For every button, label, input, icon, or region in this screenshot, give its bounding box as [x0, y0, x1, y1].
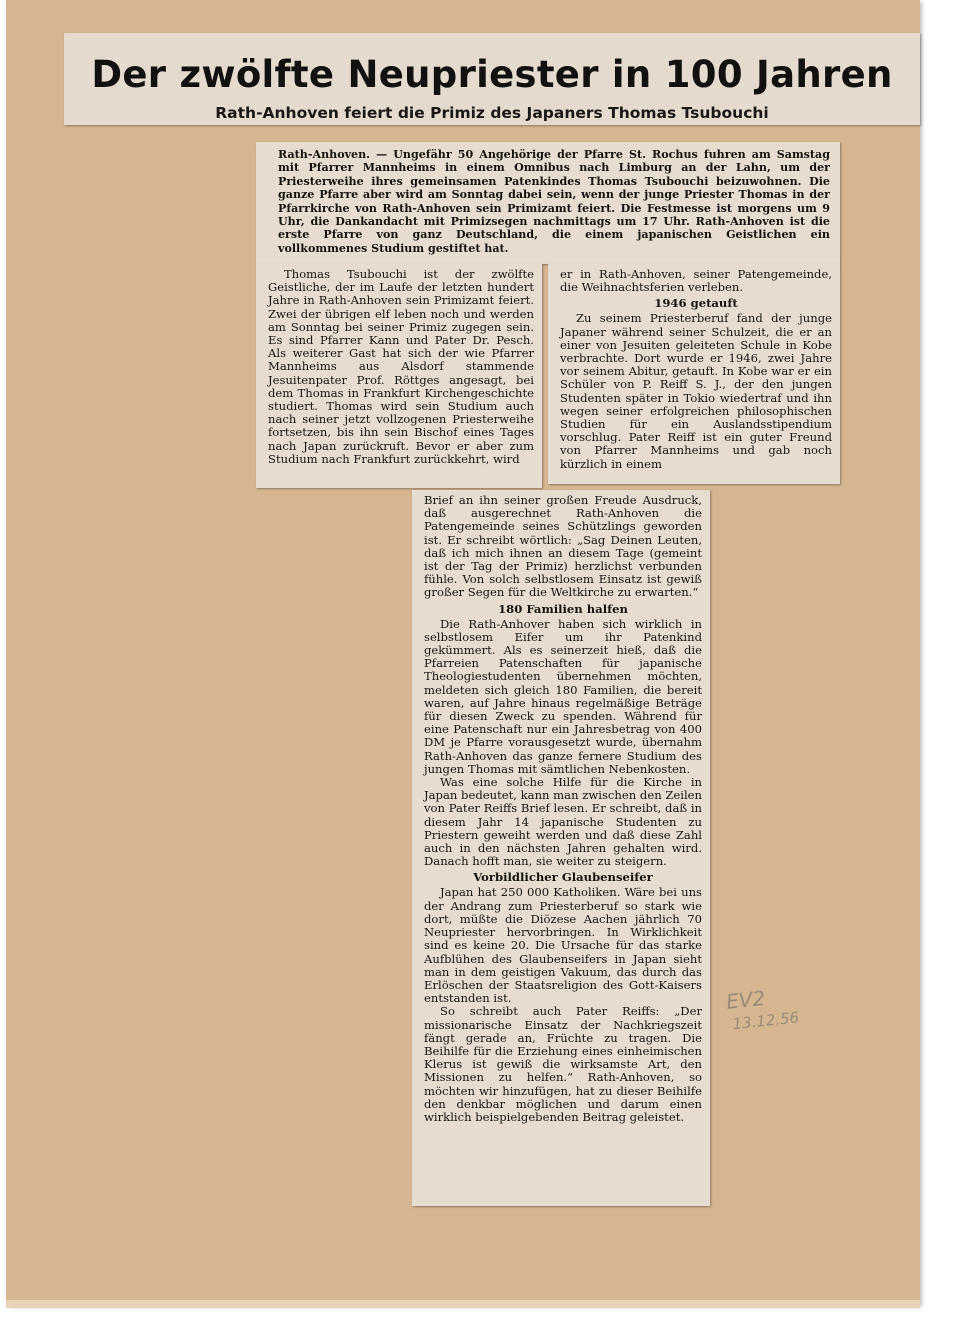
- bottom-column-paragraph-3: Was eine solche Hilfe für die Kirche in Japan bedeutet, kann man zwischen den Zeilen von Pater Reiffs Brief lesen. Er schreibt, daß in diesem Jahr 14 japanische Studenten zu Priestern geweiht werden und daß diese Zahl auch in den nächsten Jahren gehalten wird. Danach hofft man, sie weiter zu steigern.: [424, 775, 703, 869]
- pencil-annotation: [725, 978, 841, 1053]
- headline-clipping: [64, 33, 920, 125]
- left-column-paragraph: Thomas Tsubouchi ist der zwölfte Geistliche, der im Laufe der letzten hundert Jahre in Rath-Anhoven sein Primizamt feiert. Zwei der übrigen elf leben noch und werden am Sonntag bei seiner Primiz zugegen sein. Es sind Pfarrer Kann und Pater Dr. Pesch. Als weiterer Gast hat sich der wie Pfarrer Mannheims aus Alsdorf stammende Jesuitenpater Prof. Röttges angesagt, bei dem Thomas in Frankfurt Kirchengeschichte studiert. Thomas wird sein Studium auch nach seiner jetzt vollzogenen Priesterweihe fortsetzen, bis ihn sein Bischof eines Tages nach Japan zurückruft. Bevor er aber zum Studium nach Frankfurt zurückkehrt, wird: [268, 267, 534, 466]
- pencil-annotation-date: 13.12.56: [731, 1008, 800, 1034]
- sheet-edge: [6, 1300, 920, 1308]
- lead-paragraph: Rath-Anhoven. — Ungefähr 50 Angehörige der Pfarre St. Rochus fuhren am Samstag mit Pfarrer Mannheims in einem Omnibus nach Limburg an der Lahn, um der Priesterweihe ihres gemeinsamen Patenkindes Thomas Tsubouchi beizuwohnen. Die ganze Pfarre aber wird am Sonntag dabei sein, wenn der junge Priester Thomas in der Pfarrkirche von Rath-Anhoven sein Primizamt feiert. Die Festmesse ist morgens um 9 Uhr, die Dankandacht mit Primizsegen nachmittags um 17 Uhr. Rath-Anhoven ist die erste Pfarre von ganz Deutschland, die einem japanischen Geistlichen ein vollkommenes Studium gestiftet hat.: [278, 148, 830, 255]
- lead-clipping: [256, 142, 840, 264]
- right-column: [548, 264, 840, 471]
- right-column-clipping: [548, 264, 840, 484]
- subheadline: Rath-Anhoven feiert die Primiz des Japaners Thomas Tsubouchi: [215, 104, 769, 122]
- left-column-clipping: [256, 264, 542, 488]
- section-heading-families: 180 Familien halfen: [498, 601, 628, 616]
- left-column: [256, 264, 542, 466]
- section-heading-1946: 1946 getauft: [654, 296, 738, 311]
- right-column-paragraph-1: er in Rath-Anhoven, seiner Patengemeinde, die Weihnachtsferien verleben.: [560, 267, 832, 295]
- bottom-column-paragraph-5: So schreibt auch Pater Reiffs: „Der missionarische Einsatz der Nachkriegszeit fängt gerade an, Früchte zu tragen. Die Beihilfe für die Erziehung eines einheimischen Klerus ist gewiß die wirksamste Art, den Missionen zu helfen.“ Rath-Anhoven, so möchten wir hinzufügen, hat zu dieser Beihilfe den denkbar möglichen und darum einen wirklich beispielgebenden Beitrag geleistet.: [424, 1004, 702, 1124]
- bottom-column-paragraph-4: Japan hat 250 000 Katholiken. Wäre bei uns der Andrang zum Priesterberuf so stark wie dort, müßte die Diözese Aachen jährlich 70 Neupriester hervorbringen. In Wirklichkeit sind es keine 20. Die Ursache für das starke Aufblühen des Glaubenseifers in Japan sieht man in dem geistigen Vakuum, das durch das Erlöschen der Staatsreligion des Gott-Kaisers entstanden ist.: [424, 885, 702, 1006]
- bottom-column: [412, 490, 710, 1124]
- section-heading-glaubenseifer: Vorbildlicher Glaubenseifer: [473, 870, 653, 885]
- right-column-paragraph-2: Zu seinem Priesterberuf fand der junge Japaner während seiner Schulzeit, die er an einer von Jesuiten geleiteten Schule in Kobe verbrachte. Dort wurde er 1946, zwei Jahre vor seinem Abitur, getauft. In Kobe war er ein Schüler von P. Reiff S. J., der den jungen Studenten später in Tokio wiedertraf und ihn wegen seiner erfolgreichen philosophischen Studien für ein Auslandsstipendium vorschlug. Pater Reiff ist ein guter Freund von Pfarrer Mannheims und gab noch kürzlich in einem: [560, 311, 832, 471]
- bottom-column-paragraph-1: Brief an ihn seiner großen Freude Ausdruck, daß ausgerechnet Rath-Anhoven die Patengemeinde seines Schützlings geworden ist. Er schreibt wörtlich: „Sag Deinen Leuten, daß ich mich ihnen an diesem Tage (gemeint ist der Tag der Primiz) herzlichst verbunden fühle. Von solch selbstlosem Einsatz ist gewiß großer Segen für die Weltkirche zu erwarten.“: [424, 493, 702, 600]
- bottom-column-paragraph-2: Die Rath-Anhover haben sich wirklich in selbstlosem Eifer um ihr Patenkind gekümmert. Als es seinerzeit hieß, daß die Pfarreien Patenschaften für japanische Theologiestudenten übernehmen möchten, meldeten sich gleich 180 Familien, die bereit waren, auf Jahre hinaus regelmäßige Beträge für diesen Zweck zu spenden. Während für eine Patenschaft nur ein Jahresbetrag von 400 DM je Pfarre vorausgesetzt wurde, übernahm Rath-Anhoven das ganze fernere Studium des jungen Thomas mit sämtlichen Nebenkosten.: [424, 616, 702, 776]
- headline: Der zwölfte Neupriester in 100 Jahren: [91, 53, 893, 96]
- pencil-annotation-code: EV2: [724, 985, 767, 1014]
- bottom-column-clipping: [412, 490, 710, 1206]
